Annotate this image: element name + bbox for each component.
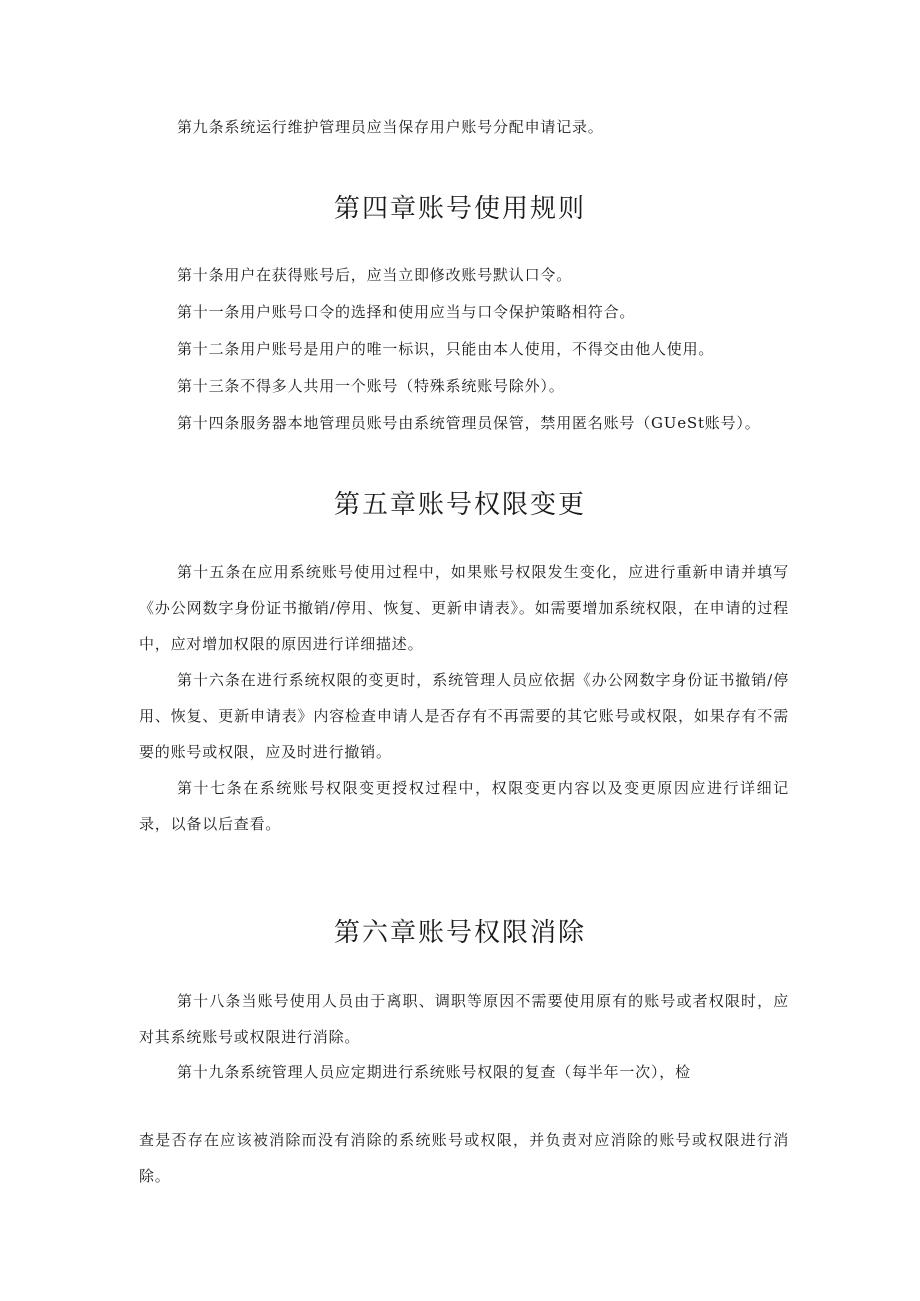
article-11: 第十一条用户账号口令的选择和使用应当与口令保护策略相符合。 (177, 303, 636, 321)
chapter-4-title: 第四章账号使用规则 (333, 194, 586, 224)
article-16: 第十六条在进行系统权限的变更时，系统管理人员应依据《办公网数字身份证书撤销/停用、恢复、更新申请表》内容检查申请人是否存有不再需要的其它账号或权限，如果存有不需要的账号或权限，应及时进行撤销。 (139, 671, 789, 761)
article-10: 第十条用户在获得账号后，应当立即修改账号默认口令。 (177, 266, 573, 284)
article-19-part2: 查是否存在应该被消除而没有消除的系统账号或权限，并负责对应消除的账号或权限进行消除。 (139, 1131, 789, 1185)
article-18: 第十八条当账号使用人员由于离职、调职等原因不需要使用原有的账号或者权限时，应对其系统账号或权限进行消除。 (139, 992, 789, 1046)
article-17: 第十七条在系统账号权限变更授权过程中，权限变更内容以及变更原因应进行详细记录，以备以后查看。 (139, 779, 789, 833)
chapter-6-title: 第六章账号权限消除 (333, 918, 586, 948)
article-14: 第十四条服务器本地管理员账号由系统管理员保管，禁用匿名账号（GUeSt账号）。 (177, 414, 761, 432)
article-13: 第十三条不得多人共用一个账号（特殊系统账号除外）。 (177, 377, 565, 395)
article-12: 第十二条用户账号是用户的唯一标识，只能由本人使用，不得交由他人使用。 (177, 340, 715, 358)
article-19-part1: 第十九条系统管理人员应定期进行系统账号权限的复查（每半年一次），检 (177, 1063, 691, 1081)
chapter-5-title: 第五章账号权限变更 (333, 490, 586, 520)
article-15: 第十五条在应用系统账号使用过程中，如果账号权限发生变化，应进行重新申请并填写《办公网数字身份证书撤销/停用、恢复、更新申请表》。如需要增加系统权限，在申请的过程中，应对增加权限的原因进行详细描述。 (139, 563, 789, 653)
article-9: 第九条系统运行维护管理员应当保存用户账号分配申请记录。 (177, 118, 604, 136)
